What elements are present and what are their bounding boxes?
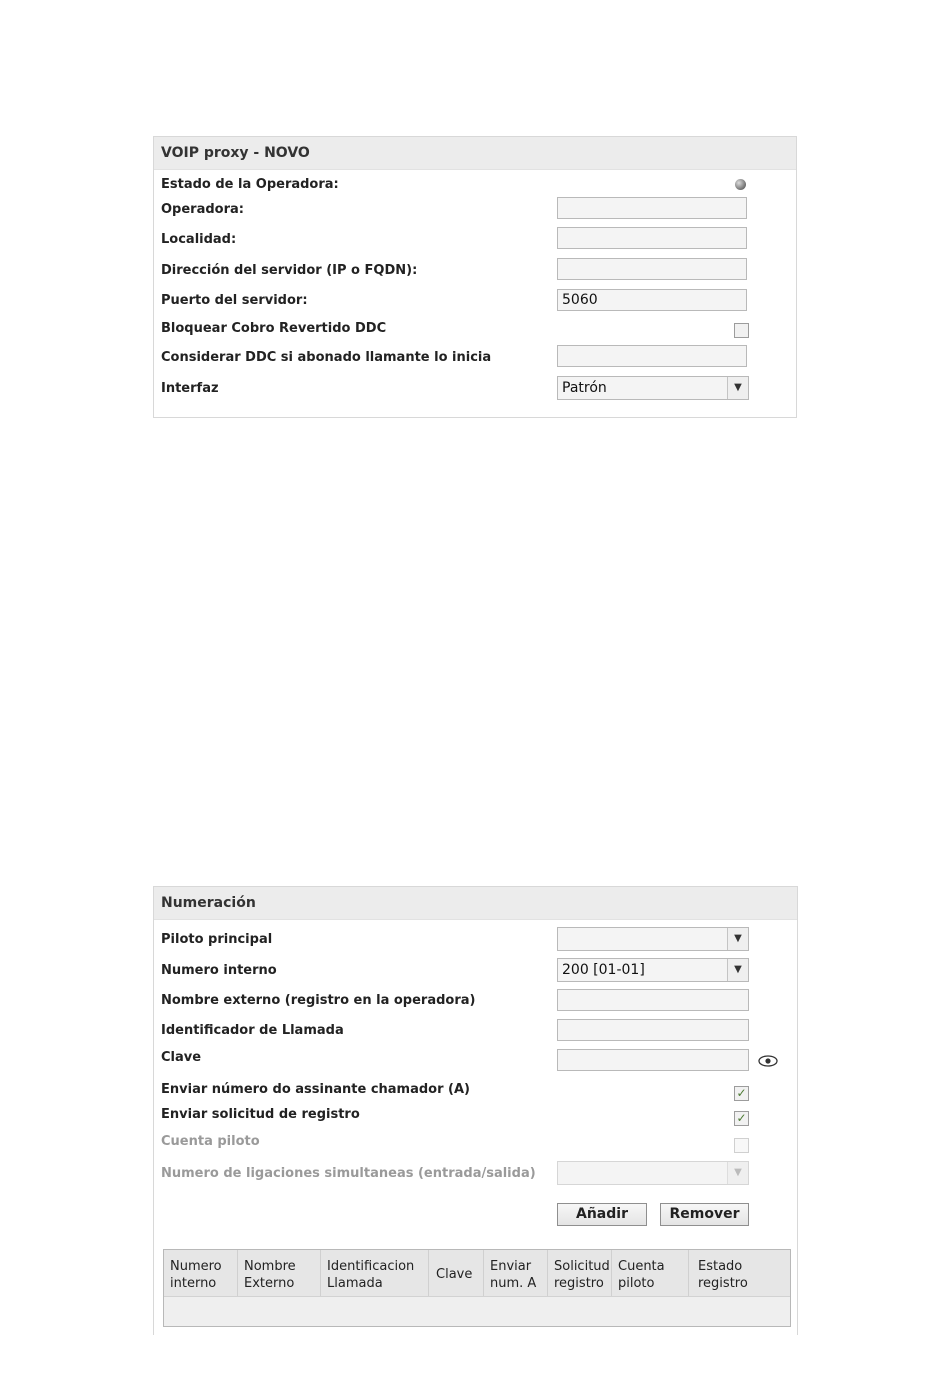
add-button[interactable]: Añadir: [557, 1203, 647, 1226]
localidad-field[interactable]: [557, 227, 747, 249]
bloquear-label: Bloquear Cobro Revertido DDC: [161, 321, 387, 336]
eye-icon[interactable]: [758, 1055, 778, 1067]
cuenta-piloto-label: Cuenta piloto: [161, 1134, 260, 1149]
interfaz-select[interactable]: [557, 376, 749, 400]
numeracion-table: [163, 1249, 791, 1327]
col-identificacion-llamada[interactable]: Identificacion Llamada: [321, 1250, 429, 1296]
numero-value: 200 [01-01]: [562, 962, 645, 978]
table-header: [164, 1250, 790, 1297]
panel-title: Numeración: [154, 887, 797, 920]
interfaz-label: Interfaz: [161, 381, 219, 396]
puerto-label: Puerto del servidor:: [161, 293, 308, 308]
localidad-label: Localidad:: [161, 232, 237, 247]
considerar-field[interactable]: [557, 345, 747, 367]
enviar-numero-checkbox[interactable]: ✓: [734, 1086, 749, 1101]
piloto-label: Piloto principal: [161, 932, 273, 947]
chevron-down-icon[interactable]: ▼: [727, 377, 748, 399]
chevron-down-icon[interactable]: ▼: [727, 959, 748, 981]
chevron-down-icon[interactable]: ▼: [727, 1162, 748, 1184]
ligaciones-select[interactable]: [557, 1161, 749, 1185]
identificador-label: Identificador de Llamada: [161, 1023, 344, 1038]
cuenta-piloto-checkbox[interactable]: [734, 1138, 749, 1153]
col-nombre-externo[interactable]: Nombre Externo: [238, 1250, 321, 1296]
interfaz-value: Patrón: [562, 380, 607, 396]
nombre-label: Nombre externo (registro en la operadora): [161, 993, 476, 1008]
col-solicitud-registro[interactable]: Solicitud registro: [548, 1250, 612, 1296]
col-estado-registro[interactable]: Estado registro: [698, 1259, 748, 1291]
enviar-solicitud-label: Enviar solicitud de registro: [161, 1107, 360, 1122]
estado-label: Estado de la Operadora:: [161, 177, 339, 192]
panel-title: VOIP proxy - NOVO: [154, 137, 796, 170]
col-clave[interactable]: Clave: [429, 1250, 484, 1296]
col-enviar-num-a[interactable]: Enviar num. A: [484, 1250, 548, 1296]
col-numero-interno[interactable]: Numero interno: [164, 1250, 238, 1296]
remove-button[interactable]: Remover: [660, 1203, 749, 1226]
bloquear-checkbox[interactable]: [734, 323, 749, 338]
nombre-field[interactable]: [557, 989, 749, 1011]
identificador-field[interactable]: [557, 1019, 749, 1041]
numero-label: Numero interno: [161, 963, 277, 978]
direccion-field[interactable]: [557, 258, 747, 280]
direccion-label: Dirección del servidor (IP o FQDN):: [161, 263, 418, 278]
considerar-label: Considerar DDC si abonado llamante lo inicia: [161, 350, 492, 365]
clave-label: Clave: [161, 1050, 202, 1065]
numeracion-panel: [153, 886, 798, 1335]
puerto-field[interactable]: 5060: [557, 289, 747, 311]
ligaciones-label: Numero de ligaciones simultaneas (entrada/salida): [161, 1166, 536, 1181]
operadora-label: Operadora:: [161, 202, 244, 217]
numero-select[interactable]: [557, 958, 749, 982]
enviar-solicitud-checkbox[interactable]: ✓: [734, 1111, 749, 1126]
voip-proxy-panel: [153, 136, 797, 418]
piloto-select[interactable]: [557, 927, 749, 951]
clave-field[interactable]: [557, 1049, 749, 1071]
col-cuenta-piloto[interactable]: Cuenta piloto: [612, 1250, 689, 1296]
chevron-down-icon[interactable]: ▼: [727, 928, 748, 950]
enviar-numero-label: Enviar número do assinante chamador (A): [161, 1082, 470, 1097]
status-led-icon: [735, 179, 746, 190]
operadora-field[interactable]: [557, 197, 747, 219]
